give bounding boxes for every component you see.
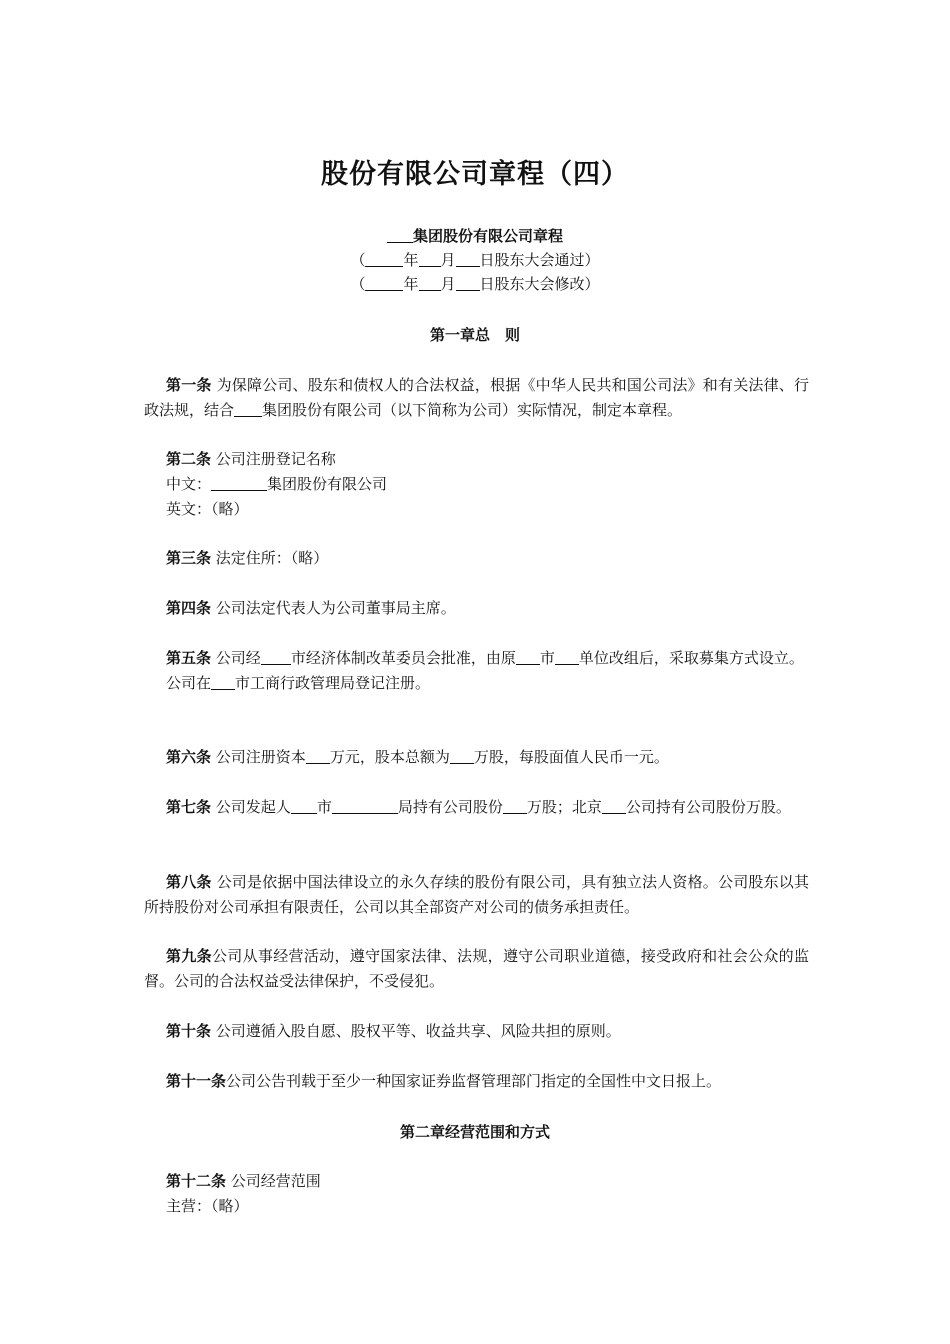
article-8: 第八条 公司是依据中国法律设立的永久存续的股份有限公司，具有独立法人资格。公司股东以其所持股份对公司承担有限责任，公司以其全部资产对公司的债务承担责任。 [144, 873, 809, 916]
document-title: 股份有限公司章程（四） [321, 159, 629, 190]
article-11: 第十一条公司公告刊载于至少一种国家证券监督管理部门指定的全国性中文日报上。 [166, 1072, 722, 1090]
article-5: 第五条 公司经 市经济体制改革委员会批准，由原 市 单位改组后，采取募集方式设立。 公司在 市工商行政管理局登记注册。 [166, 649, 804, 692]
amended-date-line: （ 年 月 日股东大会修改） [350, 275, 600, 293]
adopted-date-line: （ 年 月 日股东大会通过） [350, 251, 600, 269]
article-9: 第九条公司从事经营活动，遵守国家法律、法规，遵守公司职业道德，接受政府和社会公众的监督。公司的合法权益受法律保护，不受侵犯。 [144, 947, 809, 990]
article-6: 第六条 公司注册资本 万元，股本总额为 万股，每股面值人民币一元。 [166, 748, 669, 766]
chapter-2-heading: 第二章经营范围和方式 [399, 1123, 550, 1141]
subtitle-text: 集团股份有限公司章程 [412, 227, 563, 245]
article-12: 第十二条 公司经营范围 主营：（略） [166, 1172, 321, 1215]
article-1: 第一条 为保障公司、股东和债权人的合法权益，根据《中华人民共和国公司法》和有关法律、行政法规，结合 集团股份有限公司（以下简称为公司）实际情况，制定本章程。 [144, 376, 809, 419]
article-7: 第七条 公司发起人 市 局持有公司股份 万股；北京 公司持有公司股份万股。 [166, 798, 791, 816]
subtitle [0, 224, 950, 248]
chapter-1-heading: 第一章总 则 [429, 326, 520, 344]
article-3: 第三条 法定住所：（略） [166, 549, 329, 567]
article-10: 第十条 公司遵循入股自愿、股权平等、收益共享、风险共担的原则。 [166, 1022, 621, 1040]
article-2: 第二条 公司注册登记名称 中文： 集团股份有限公司 英文：（略） [166, 450, 388, 518]
article-4: 第四条 公司法定代表人为公司董事局主席。 [166, 599, 456, 617]
blank-line [387, 226, 413, 243]
